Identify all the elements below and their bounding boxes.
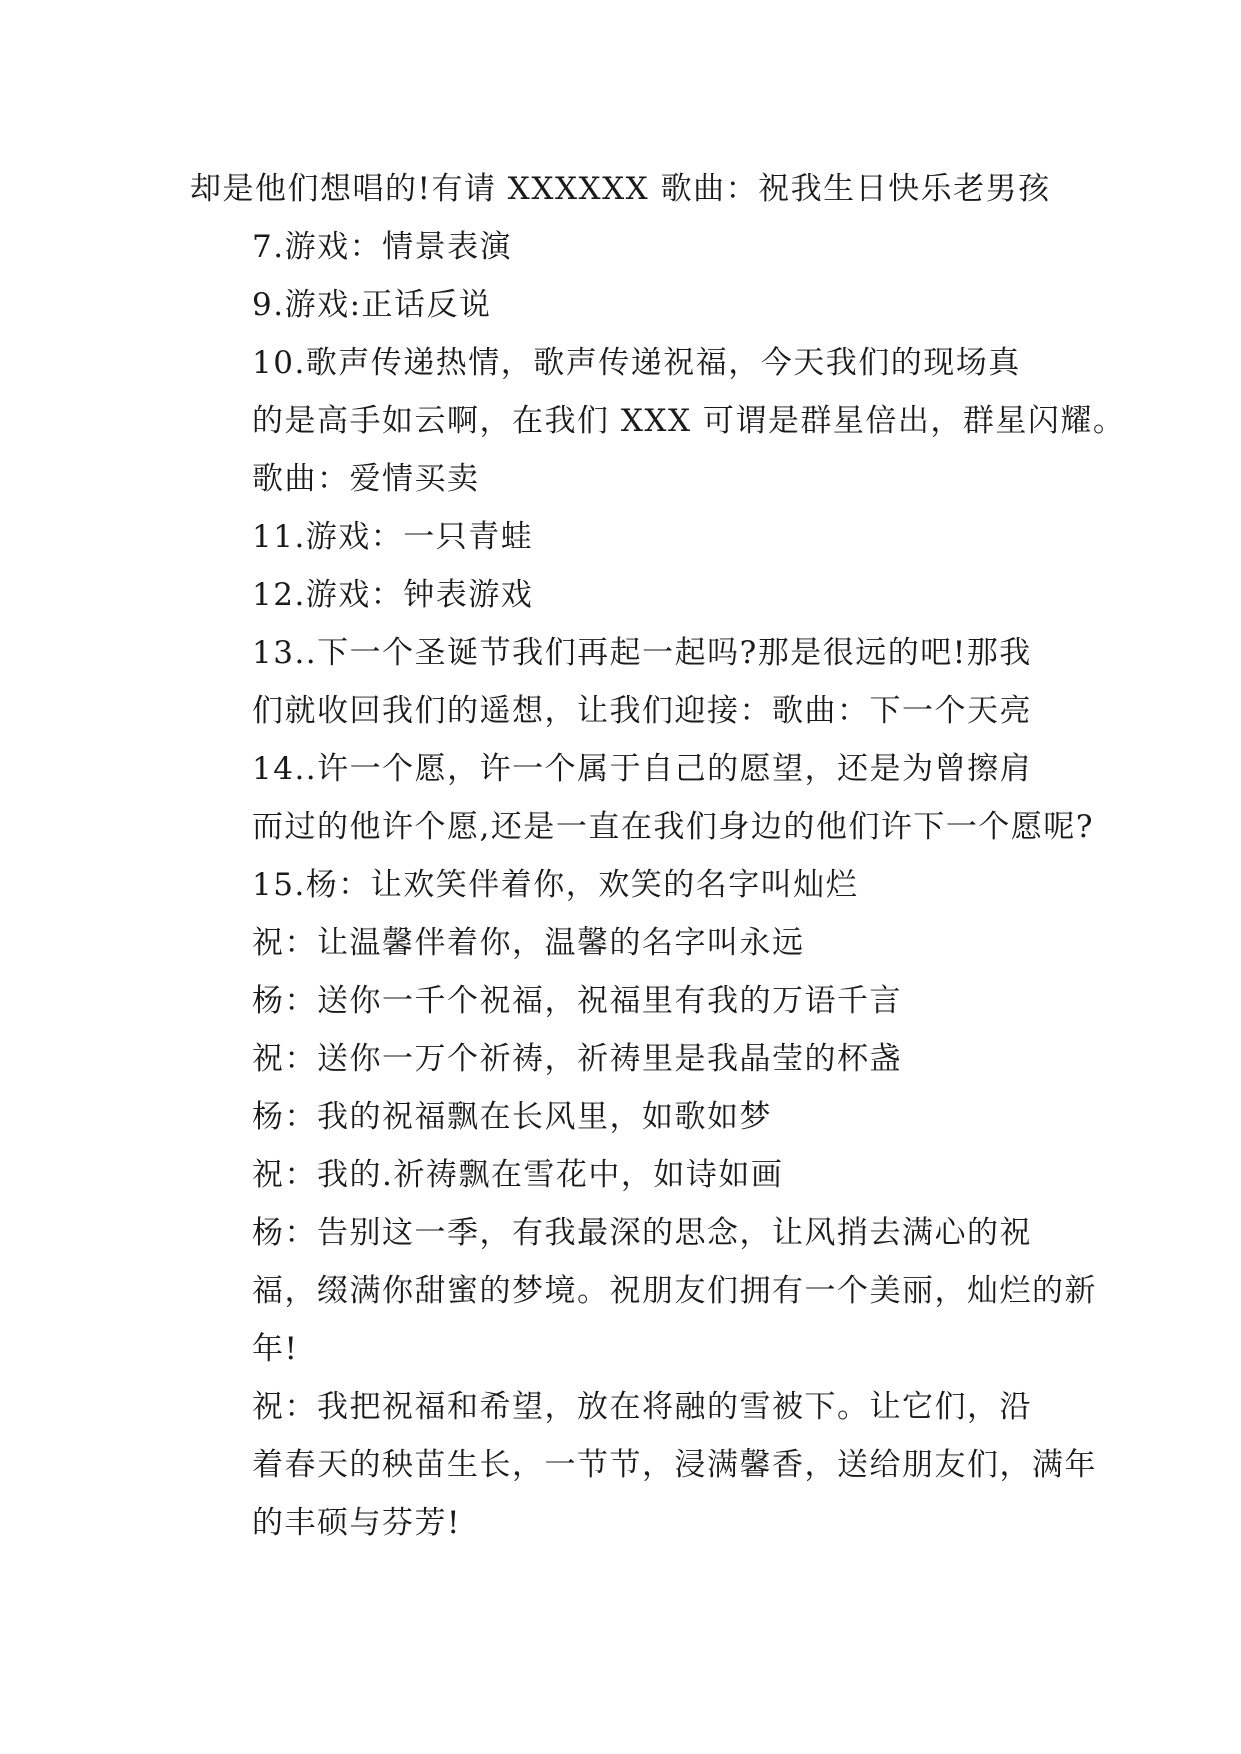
text-line: 12.游戏：钟表游戏 — [252, 577, 534, 613]
paragraph — [190, 508, 1062, 566]
paragraph — [190, 740, 1094, 856]
text-line: 11.游戏：一只青蛙 — [252, 519, 534, 555]
paragraph — [190, 334, 1126, 508]
paragraph — [190, 1088, 1062, 1146]
paragraph — [190, 218, 1062, 276]
paragraph — [190, 1204, 1097, 1378]
text-line: 杨：告别这一季，有我最深的思念，让风捎去满心的祝 — [252, 1215, 1032, 1251]
text-line: 而过的他许个愿,还是一直在我们身边的他们许下一个愿呢? — [252, 809, 1094, 845]
text-line: 祝：我把祝福和希望，放在将融的雪被下。让它们，沿 — [252, 1389, 1032, 1425]
paragraph — [190, 1378, 1097, 1552]
text-line: 杨：我的祝福飘在长风里，如歌如梦 — [252, 1099, 772, 1135]
paragraph — [190, 856, 1062, 914]
paragraph — [190, 566, 1062, 624]
text-line: 祝：送你一万个祈祷，祈祷里是我晶莹的杯盏 — [252, 1041, 902, 1077]
text-line: 9.游戏:正话反说 — [252, 287, 492, 323]
document-body — [190, 160, 1126, 1552]
text-line: 祝：让温馨伴着你，温馨的名字叫永远 — [252, 925, 805, 961]
text-line: 13..下一个圣诞节我们再起一起吗?那是很远的吧!那我 — [252, 635, 1032, 671]
paragraph — [190, 914, 1062, 972]
text-line: 15.杨：让欢笑伴着你，欢笑的名字叫灿烂 — [252, 867, 859, 903]
text-line: 7.游戏：情景表演 — [252, 229, 513, 265]
text-line: 的是高手如云啊，在我们 XXX 可谓是群星倍出，群星闪耀。 — [252, 403, 1126, 439]
paragraph — [190, 624, 1062, 740]
text-line: 福，缀满你甜蜜的梦境。祝朋友们拥有一个美丽，灿烂的新 — [252, 1273, 1097, 1309]
paragraph — [190, 1030, 1062, 1088]
text-line: 着春天的秧苗生长，一节节，浸满馨香，送给朋友们，满年 — [252, 1447, 1097, 1483]
text-line: 10.歌声传递热情，歌声传递祝福，今天我们的现场真 — [252, 345, 1021, 381]
text-line: 祝：我的.祈祷飘在雪花中，如诗如画 — [252, 1157, 784, 1193]
paragraph — [190, 1146, 1062, 1204]
text-line: 杨：送你一千个祝福，祝福里有我的万语千言 — [252, 983, 902, 1019]
text-line: 的丰硕与芬芳! — [252, 1505, 461, 1541]
paragraph — [190, 160, 1062, 218]
text-line: 们就收回我们的遥想，让我们迎接：歌曲：下一个天亮 — [252, 693, 1032, 729]
paragraph — [190, 972, 1062, 1030]
text-line: 歌曲：爱情买卖 — [252, 461, 480, 497]
text-line: 14..许一个愿，许一个属于自己的愿望，还是为曾擦肩 — [252, 751, 1033, 787]
text-line: 却是他们想唱的!有请 XXXXXX 歌曲：祝我生日快乐老男孩 — [190, 171, 1051, 207]
text-line: 年! — [252, 1331, 299, 1367]
paragraph — [190, 276, 1062, 334]
